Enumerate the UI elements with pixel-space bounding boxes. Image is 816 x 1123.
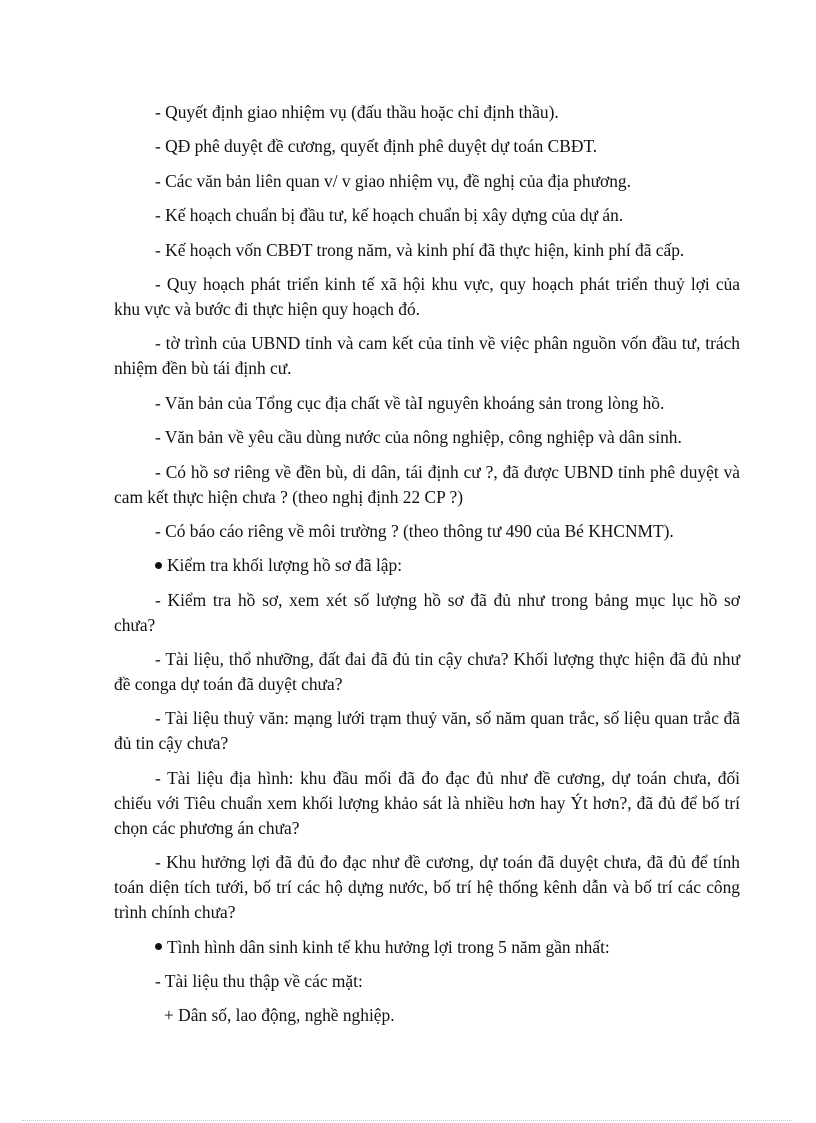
paragraph: - Tài liệu thu thập về các mặt:	[155, 971, 363, 992]
paragraph: - Tài liệu, thổ nhưỡng, đất đai đã đủ tin cậy chưa? Khối lượng thực hiện đã đủ như đề conga dự toán đã duyệt chưa?	[114, 649, 740, 695]
paragraph: - Các văn bản liên quan v/ v giao nhiệm vụ, đề nghị của địa phương.	[155, 170, 631, 191]
paragraph: - Văn bản về yêu cầu dùng nước của nông nghiệp, công nghiệp và dân sinh.	[155, 427, 682, 448]
paragraph: - Khu hưởng lợi đã đủ đo đạc như đề cương, dự toán đã duyệt chưa, đã đủ để tính toán diện tích tưới, bố trí các hộ dựng nước, bố trí hệ thống kênh dẫn và bố trí các công trình chính chưa?	[114, 852, 740, 923]
paragraph: - Tài liệu địa hình: khu đầu mối đã đo đạc đủ như đề cương, dự toán chưa, đối chiếu với Tiêu chuẩn xem khối lượng khảo sát là nhiều hơn hay Ýt hơn?, đã đủ để bố trí chọn các phương án chưa?	[114, 767, 740, 838]
paragraph: - Có báo cáo riêng về môi trường ? (theo thông tư 490 của Bé KHCNMT).	[155, 520, 674, 541]
bullet-heading	[114, 935, 740, 960]
document-body	[114, 100, 740, 1038]
bullet-heading-text: Kiểm tra khối lượng hồ sơ đã lập:	[167, 555, 403, 576]
paragraph: - Có hồ sơ riêng về đền bù, di dân, tái định cư ?, đã được UBND tỉnh phê duyệt và cam kết thực hiện chưa ? (theo nghị định 22 CP ?)	[114, 461, 740, 507]
paragraph: - Quy hoạch phát triển kinh tế xã hội khu vực, quy hoạch phát triển thuỷ lợi của khu vực và bước đi thực hiện quy hoạch đó.	[114, 273, 740, 319]
paragraph: - Kiểm tra hồ sơ, xem xét số lượng hồ sơ đã đủ như trong bảng mục lục hồ sơ chưa?	[114, 589, 740, 635]
bullet-heading	[114, 553, 740, 578]
paragraph: - QĐ phê duyệt đề cương, quyết định phê duyệt dự toán CBĐT.	[155, 136, 598, 157]
bullet-heading-text: Tình hình dân sinh kinh tế khu hưởng lợi trong 5 năm gần nhất:	[167, 936, 610, 957]
paragraph: - Kế hoạch vốn CBĐT trong năm, và kinh phí đã thực hiện, kinh phí đã cấp.	[155, 239, 685, 260]
bullet-icon	[155, 562, 162, 569]
paragraph: - Văn bản của Tổng cục địa chất về tàI nguyên khoáng sản trong lòng hồ.	[155, 392, 665, 413]
paragraph: - Quyết định giao nhiệm vụ (đấu thầu hoặc chỉ định thầu).	[155, 102, 559, 122]
sub-item: + Dân số, lao động, nghề nghiệp.	[164, 1005, 395, 1026]
paragraph: - tờ trình của UBND tỉnh và cam kết của tỉnh về việc phân nguồn vốn đầu tư, trách nhiệm đền bù tái định cư.	[114, 333, 740, 379]
paragraph: - Tài liệu thuỷ văn: mạng lưới trạm thuỷ văn, số năm quan trắc, số liệu quan trắc đã đủ tin cậy chưa?	[114, 708, 740, 754]
paragraph: - Kế hoạch chuẩn bị đầu tư, kế hoạch chuẩn bị xây dựng của dự án.	[155, 205, 624, 226]
footer-divider	[22, 1120, 792, 1121]
bullet-icon	[155, 943, 162, 950]
